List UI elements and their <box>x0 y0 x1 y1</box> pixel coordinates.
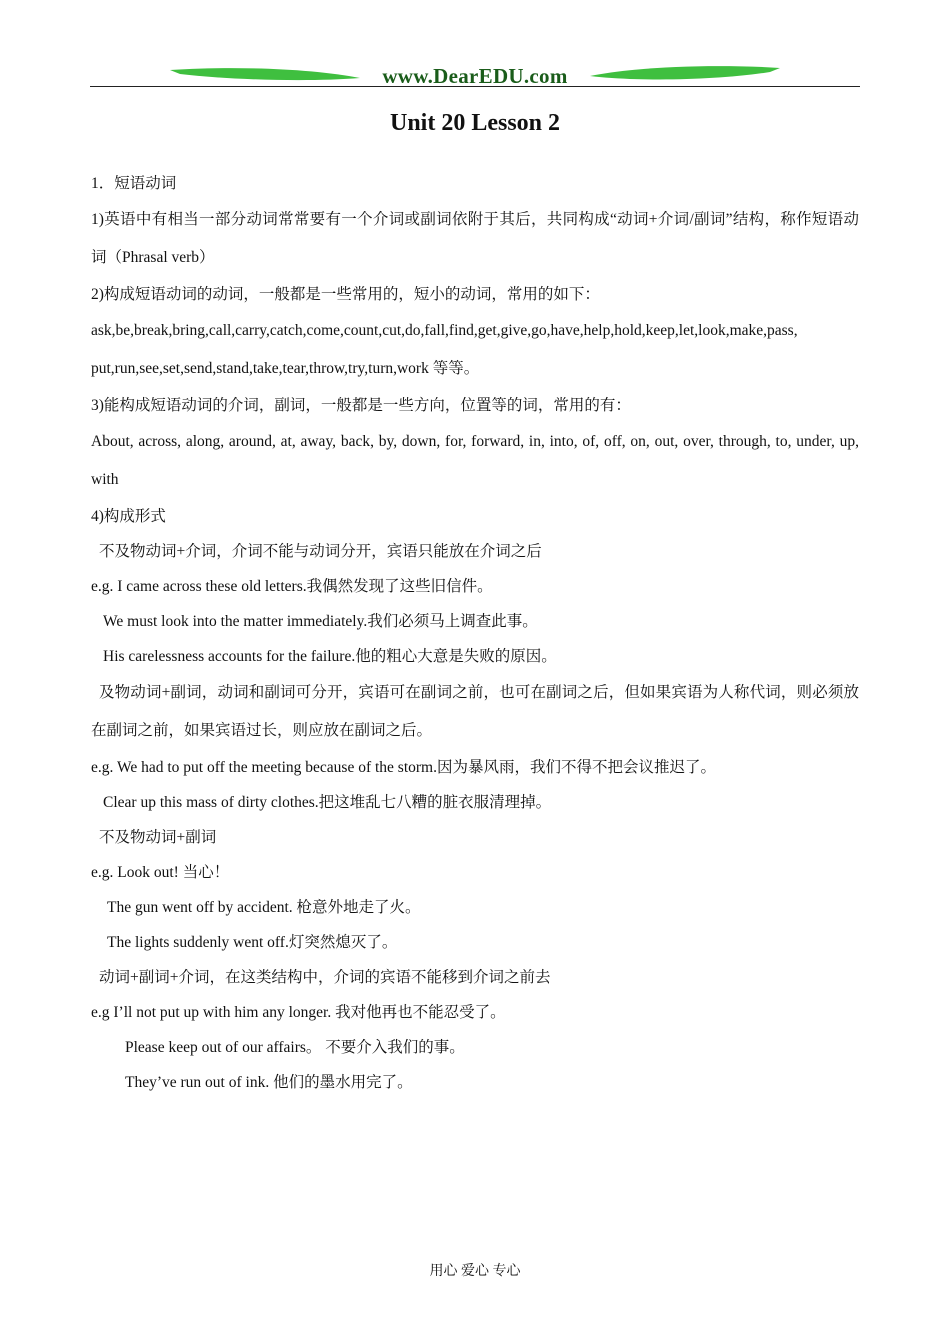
paragraph: 1)英语中有相当一部分动词常常要有一个介词或副词依附于其后，共同构成“动词+介词/副词”结构，称作短语动词（Phrasal verb） <box>91 211 859 266</box>
example-line: e.g. We had to put off the meeting because of the storm.因为暴风雨，我们不得不把会议推迟了。 <box>91 759 716 776</box>
example-line: e.g. Look out! 当心！ <box>91 864 230 881</box>
rule-line: 不及物动词+副词 <box>99 829 217 846</box>
example-line: The gun went off by accident. 枪意外地走了火。 <box>107 899 421 916</box>
rule-line: 动词+副词+介词，在这类结构中，介词的宾语不能移到介词之前去 <box>99 969 551 986</box>
verb-list: ask,be,break,bring,call,carry,catch,come,count,cut,do,fall,find,get,give,go,have,help,hold,keep,let,look,make,pass, put,run,see,set,send,stand,take,tear,throw,try,turn,work 等等。 <box>91 322 798 377</box>
example-line: e.g I’ll not put up with him any longer. 我对他再也不能忍受了。 <box>91 1004 506 1021</box>
section-heading: 1．短语动词 <box>91 175 177 192</box>
rule-line: 及物动词+副词，动词和副词可分开，宾语可在副词之前，也可在副词之后，但如果宾语为人称代词，则必须放在副词之前，如果宾语过长，则应放在副词之后。 <box>91 684 859 739</box>
paragraph: 3)能构成短语动词的介词，副词，一般都是一些方向，位置等的词，常用的有： <box>91 397 631 414</box>
page-header <box>90 62 860 90</box>
preposition-list: About, across, along, around, at, away, back, by, down, for, forward, in, into, of, off, on, out, over, through, to, under, up, with <box>91 433 859 488</box>
example-line: They’ve run out of ink. 他们的墨水用完了。 <box>125 1074 413 1091</box>
document-title: Unit 20 Lesson 2 <box>389 110 561 136</box>
rule-line: 不及物动词+介词，介词不能与动词分开，宾语只能放在介词之后 <box>99 543 542 560</box>
paragraph: 2)构成短语动词的动词，一般都是一些常用的，短小的动词，常用的如下： <box>91 286 600 303</box>
example-line: Clear up this mass of dirty clothes.把这堆乱七八糟的脏衣服清理掉。 <box>103 794 552 811</box>
example-line: We must look into the matter immediately.我们必须马上调查此事。 <box>103 613 538 630</box>
page-footer: 用心 爱心 专心 <box>429 1264 521 1279</box>
example-line: His carelessness accounts for the failure.他的粗心大意是失败的原因。 <box>103 648 557 665</box>
subheading: 4)构成形式 <box>91 508 166 525</box>
example-line: The lights suddenly went off.灯突然熄灭了。 <box>107 934 398 951</box>
document-body <box>91 166 859 1100</box>
example-line: Please keep out of our affairs。 不要介入我们的事。 <box>125 1039 465 1056</box>
site-logo-text: www.DearEDU.com <box>382 64 568 88</box>
header-rule <box>90 86 860 87</box>
example-line: e.g. I came across these old letters.我偶然发现了这些旧信件。 <box>91 578 493 595</box>
